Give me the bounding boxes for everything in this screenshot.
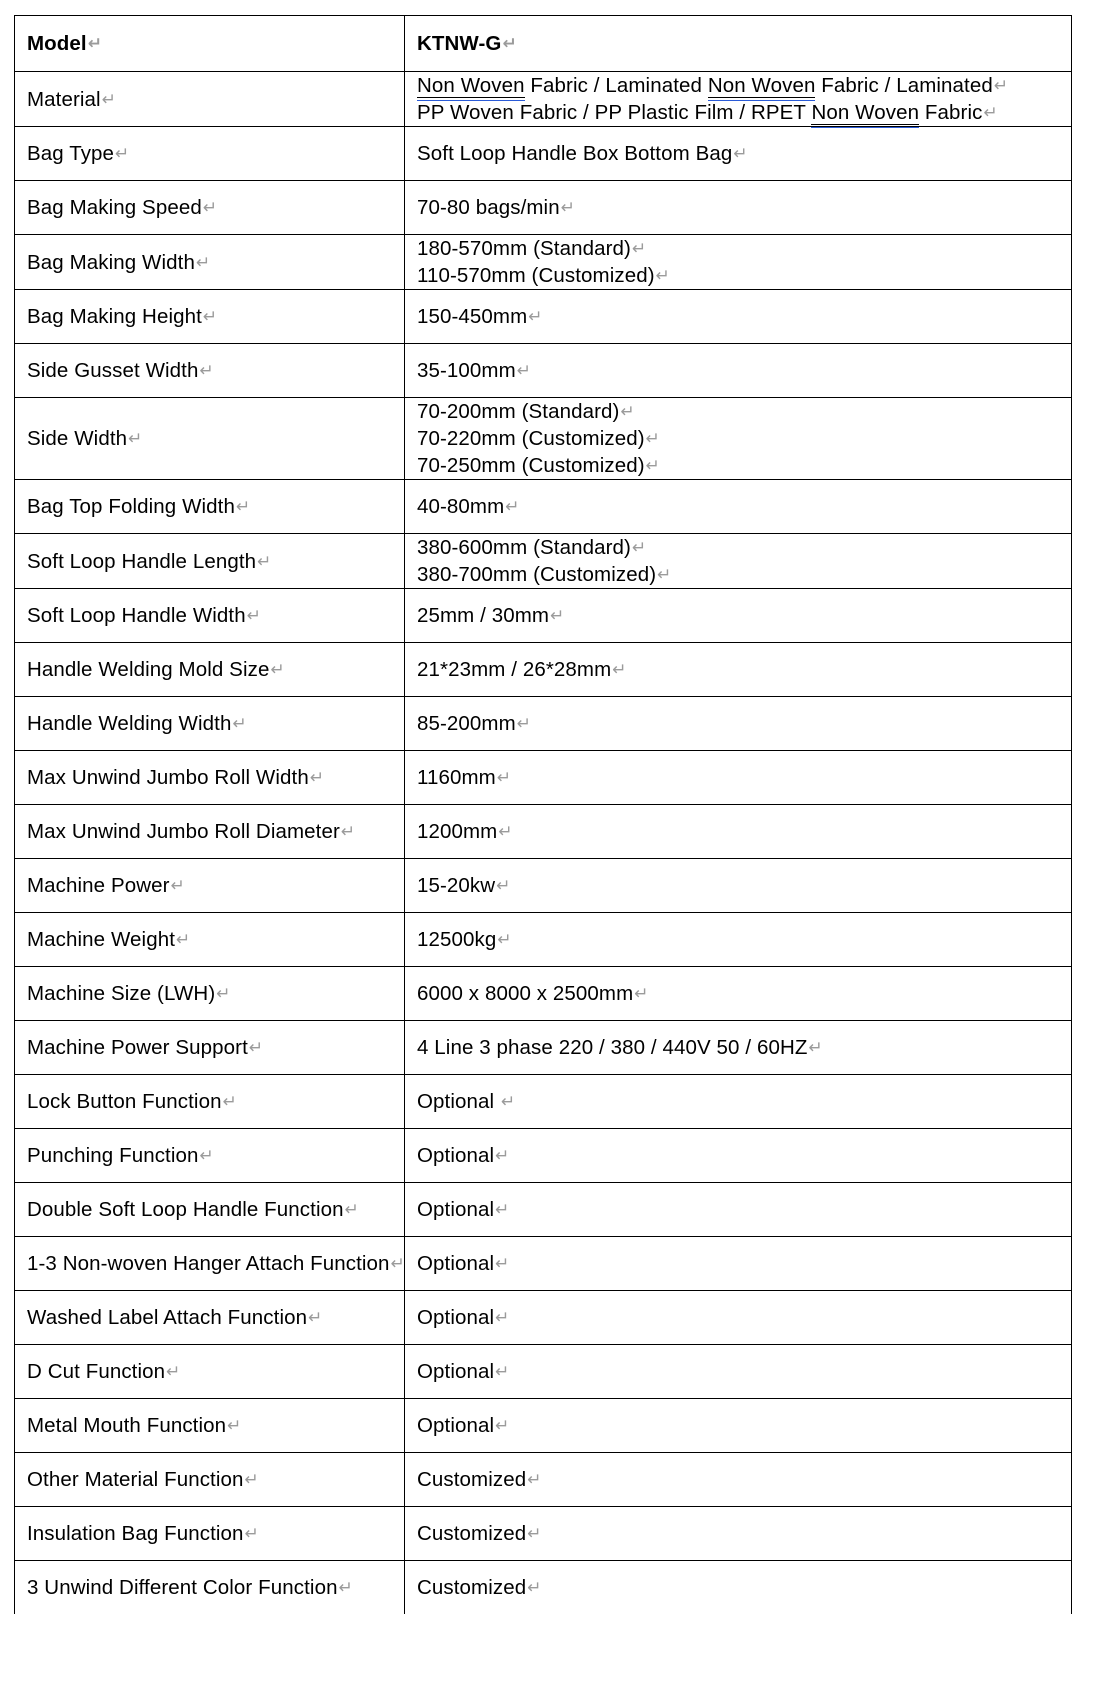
paragraph-return-mark: ↵ <box>505 497 520 517</box>
row-value-cell-text <box>417 72 1059 126</box>
text-line: 35-100mm↵ <box>417 359 532 382</box>
text-line: 25mm / 30mm↵ <box>417 604 565 627</box>
row-value-cell <box>405 1183 1072 1237</box>
row-label-cell-text <box>27 1142 392 1169</box>
text-line: Material↵ <box>27 87 117 111</box>
text-line: Max Unwind Jumbo Roll Diameter↵ <box>27 820 356 843</box>
row-label-cell <box>15 643 405 697</box>
row-label-cell <box>15 398 405 480</box>
table-row <box>15 1399 1072 1453</box>
text-line: Optional↵ <box>417 1198 510 1221</box>
paragraph-return-mark: ↵ <box>340 822 356 842</box>
text-line: Customized↵ <box>417 1468 542 1491</box>
paragraph-return-mark: ↵ <box>248 1038 264 1058</box>
table-row <box>15 1183 1072 1237</box>
paragraph-return-mark: ↵ <box>502 34 517 54</box>
row-value-cell <box>405 1237 1072 1291</box>
text-line: Customized↵ <box>417 1576 542 1599</box>
text-line: Machine Power Support↵ <box>27 1036 264 1059</box>
row-value-cell-text <box>417 1088 1059 1115</box>
row-value-cell <box>405 1453 1072 1507</box>
row-value-cell <box>405 643 1072 697</box>
paragraph-return-mark: ↵ <box>390 1254 405 1274</box>
paragraph-return-mark: ↵ <box>495 1416 510 1436</box>
table-row <box>15 967 1072 1021</box>
row-label-cell-text <box>27 1412 392 1439</box>
row-label-cell-text <box>27 1574 392 1601</box>
paragraph-return-mark: ↵ <box>516 714 532 734</box>
table-row <box>15 1453 1072 1507</box>
row-value-cell <box>405 1507 1072 1561</box>
text-line: PP Woven Fabric / PP Plastic Film / RPET Non Woven Fabric↵ <box>417 101 998 124</box>
row-label-cell <box>15 589 405 643</box>
row-label-cell <box>15 127 405 181</box>
table-row <box>15 398 1072 480</box>
row-label-cell <box>15 1399 405 1453</box>
row-value-cell <box>405 805 1072 859</box>
row-label-cell-text <box>27 303 392 330</box>
table-row <box>15 913 1072 967</box>
row-value-cell-text <box>417 194 1059 221</box>
row-value-cell <box>405 181 1072 235</box>
text-line: Punching Function↵ <box>27 1144 214 1167</box>
row-value-cell-text <box>417 1574 1059 1601</box>
row-value-cell-text <box>417 1520 1059 1547</box>
paragraph-return-mark: ↵ <box>128 429 143 449</box>
paragraph-return-mark: ↵ <box>202 307 218 327</box>
row-value-cell-text <box>417 710 1059 737</box>
table-body <box>15 16 1072 1615</box>
text-line: Lock Button Function↵ <box>27 1090 237 1113</box>
row-label-cell-text <box>27 548 392 575</box>
paragraph-return-mark: ↵ <box>620 402 635 422</box>
non-woven-link[interactable]: Non Woven <box>417 74 525 97</box>
text-line: Non Woven Fabric / Laminated Non Woven Fabric / Laminated↵ <box>417 74 1009 97</box>
row-value-cell-text <box>417 493 1059 520</box>
text-line: Machine Size (LWH)↵ <box>27 982 231 1005</box>
table-row <box>15 751 1072 805</box>
row-label-cell-text <box>27 1250 405 1277</box>
text-line: 380-600mm (Standard)↵ <box>417 536 647 559</box>
row-label-cell-text <box>27 86 392 113</box>
paragraph-return-mark: ↵ <box>612 660 627 680</box>
row-label-cell <box>15 1183 405 1237</box>
row-label-cell <box>15 1075 405 1129</box>
row-label-cell <box>15 1345 405 1399</box>
table-row <box>15 1507 1072 1561</box>
text-line: Soft Loop Handle Width↵ <box>27 604 262 627</box>
paragraph-return-mark: ↵ <box>246 606 262 626</box>
row-label-cell-text <box>27 710 392 737</box>
paragraph-return-mark: ↵ <box>527 1578 542 1598</box>
row-value-cell <box>405 72 1072 127</box>
text-line: Customized↵ <box>417 1522 542 1545</box>
text-line: Bag Making Width↵ <box>27 250 211 274</box>
row-label-cell-text <box>27 1466 392 1493</box>
row-label-cell <box>15 967 405 1021</box>
row-value-cell <box>405 1021 1072 1075</box>
header-value-cell-text <box>417 30 1059 57</box>
row-value-cell-text <box>417 1034 1059 1061</box>
row-label-cell-text <box>27 425 392 452</box>
row-value-cell <box>405 344 1072 398</box>
paragraph-return-mark: ↵ <box>344 1200 359 1220</box>
paragraph-return-mark: ↵ <box>560 198 576 218</box>
row-label-cell <box>15 1237 405 1291</box>
paragraph-return-mark: ↵ <box>222 1092 237 1112</box>
text-line: 180-570mm (Standard)↵ <box>417 237 647 260</box>
row-value-cell-text <box>417 1466 1059 1493</box>
paragraph-return-mark: ↵ <box>516 361 532 381</box>
paragraph-return-mark: ↵ <box>631 239 647 259</box>
table-row <box>15 127 1072 181</box>
row-label-cell-text <box>27 1034 392 1061</box>
paragraph-return-mark: ↵ <box>270 660 285 680</box>
text-line: 150-450mm↵ <box>417 305 543 328</box>
paragraph-return-mark: ↵ <box>199 1146 214 1166</box>
text-line: Other Material Function↵ <box>27 1468 259 1491</box>
paragraph-return-mark: ↵ <box>227 1416 242 1436</box>
text-line: 4 Line 3 phase 220 / 380 / 440V 50 / 60HZ↵ <box>417 1036 823 1059</box>
row-label-cell <box>15 534 405 589</box>
table-row <box>15 589 1072 643</box>
row-label-cell-text <box>27 493 392 520</box>
row-value-cell-text <box>417 1142 1059 1169</box>
row-label-cell <box>15 72 405 127</box>
row-label-cell-text <box>27 980 392 1007</box>
row-label-cell <box>15 1561 405 1615</box>
row-label-cell <box>15 1129 405 1183</box>
paragraph-return-mark: ↵ <box>550 606 565 626</box>
text-line: 70-80 bags/min↵ <box>417 196 576 219</box>
text-line: Optional↵ <box>417 1306 510 1329</box>
row-label-cell-text <box>27 764 392 791</box>
table-row <box>15 1237 1072 1291</box>
table-row <box>15 1345 1072 1399</box>
paragraph-return-mark: ↵ <box>170 876 185 896</box>
row-label-cell-text <box>27 140 392 167</box>
text-line: Bag Making Speed↵ <box>27 196 218 219</box>
row-label-cell <box>15 1021 405 1075</box>
paragraph-return-mark: ↵ <box>101 89 117 110</box>
row-value-cell <box>405 859 1072 913</box>
row-value-cell <box>405 1291 1072 1345</box>
text-line: D Cut Function↵ <box>27 1360 181 1383</box>
text-line: 40-80mm↵ <box>417 495 520 518</box>
row-value-cell-text <box>417 534 1059 588</box>
row-label-cell <box>15 235 405 290</box>
text-line: Handle Welding Mold Size↵ <box>27 658 285 681</box>
row-label-cell-text <box>27 194 392 221</box>
paragraph-return-mark: ↵ <box>244 1470 259 1490</box>
row-label-cell-text <box>27 357 392 384</box>
row-label-cell-text <box>27 602 392 629</box>
text-line: 70-220mm (Customized)↵ <box>417 427 661 450</box>
row-value-cell-text <box>417 1250 1059 1277</box>
paragraph-return-mark: ↵ <box>495 1254 510 1274</box>
paragraph-return-mark: ↵ <box>495 1308 510 1328</box>
text-line: Max Unwind Jumbo Roll Width↵ <box>27 766 325 789</box>
paragraph-return-mark: ↵ <box>495 1200 510 1220</box>
row-value-cell-text <box>417 1358 1059 1385</box>
table-row <box>15 1021 1072 1075</box>
text-line: 1160mm↵ <box>417 766 512 789</box>
text-line: 70-250mm (Customized)↵ <box>417 454 661 477</box>
row-value-cell-text <box>417 764 1059 791</box>
paragraph-return-mark: ↵ <box>983 103 998 123</box>
row-label-cell <box>15 913 405 967</box>
row-value-cell-text <box>417 1412 1059 1439</box>
text-line: Optional↵ <box>417 1144 510 1167</box>
row-label-cell <box>15 697 405 751</box>
text-line: 21*23mm / 26*28mm↵ <box>417 658 627 681</box>
row-value-cell-text <box>417 980 1059 1007</box>
table-row <box>15 290 1072 344</box>
paragraph-return-mark: ↵ <box>527 1524 542 1544</box>
text-line: Side Gusset Width↵ <box>27 359 214 382</box>
row-value-cell <box>405 751 1072 805</box>
row-label-cell-text <box>27 1196 392 1223</box>
paragraph-return-mark: ↵ <box>496 768 512 788</box>
paragraph-return-mark: ↵ <box>308 1308 323 1328</box>
text-line: 1-3 Non-woven Hanger Attach Function↵ <box>27 1252 405 1275</box>
text-line: Side Width↵ <box>27 427 143 450</box>
row-value-cell-text <box>417 818 1059 845</box>
row-label-cell <box>15 1453 405 1507</box>
table-row <box>15 643 1072 697</box>
specification-table <box>14 15 1072 1614</box>
paragraph-return-mark: ↵ <box>495 1362 510 1382</box>
row-label-cell-text <box>27 249 392 276</box>
paragraph-return-mark: ↵ <box>216 984 231 1004</box>
paragraph-return-mark: ↵ <box>176 930 191 950</box>
paragraph-return-mark: ↵ <box>115 144 130 164</box>
table-row <box>15 480 1072 534</box>
header-label-cell-text <box>27 30 392 57</box>
row-value-cell <box>405 290 1072 344</box>
table-row <box>15 534 1072 589</box>
row-label-cell-text <box>27 1088 392 1115</box>
row-label-cell <box>15 1291 405 1345</box>
row-label-cell-text <box>27 872 392 899</box>
paragraph-return-mark: ↵ <box>528 307 543 327</box>
row-value-cell <box>405 697 1072 751</box>
row-value-cell <box>405 589 1072 643</box>
row-value-cell-text <box>417 140 1059 167</box>
row-value-cell <box>405 1561 1072 1615</box>
row-value-cell-text <box>417 303 1059 330</box>
paragraph-return-mark: ↵ <box>497 930 512 950</box>
text-line: 15-20kw↵ <box>417 874 511 897</box>
text-line: Handle Welding Width↵ <box>27 712 247 735</box>
table-row <box>15 1561 1072 1615</box>
text-line: Insulation Bag Function↵ <box>27 1522 259 1545</box>
table-row <box>15 72 1072 127</box>
row-value-cell <box>405 1075 1072 1129</box>
row-label-cell-text <box>27 1520 392 1547</box>
row-value-cell-text <box>417 357 1059 384</box>
row-value-cell <box>405 534 1072 589</box>
row-label-cell <box>15 344 405 398</box>
row-value-cell-text <box>417 602 1059 629</box>
header-label-cell <box>15 16 405 72</box>
table-row <box>15 859 1072 913</box>
row-value-cell-text <box>417 235 1059 289</box>
table-row <box>15 1129 1072 1183</box>
text-line: Machine Weight↵ <box>27 928 191 951</box>
text-line: Soft Loop Handle Box Bottom Bag↵ <box>417 142 748 165</box>
row-value-cell <box>405 1399 1072 1453</box>
row-label-cell <box>15 480 405 534</box>
row-value-cell <box>405 480 1072 534</box>
paragraph-return-mark: ↵ <box>634 984 649 1004</box>
text-line: 70-200mm (Standard)↵ <box>417 400 635 423</box>
row-label-cell-text <box>27 656 392 683</box>
row-label-cell <box>15 751 405 805</box>
paragraph-return-mark: ↵ <box>87 34 103 54</box>
paragraph-return-mark: ↵ <box>498 822 513 842</box>
paragraph-return-mark: ↵ <box>631 538 647 558</box>
text-line: 3 Unwind Different Color Function↵ <box>27 1576 353 1599</box>
table-row <box>15 805 1072 859</box>
text-line: Bag Type↵ <box>27 142 130 165</box>
row-value-cell-text <box>417 1304 1059 1331</box>
table-header-row <box>15 16 1072 72</box>
paragraph-return-mark: ↵ <box>338 1578 353 1598</box>
header-value-cell <box>405 16 1072 72</box>
table-row <box>15 697 1072 751</box>
paragraph-return-mark: ↵ <box>495 1146 510 1166</box>
paragraph-return-mark: ↵ <box>733 144 748 164</box>
non-woven-link[interactable]: Non Woven <box>707 74 816 97</box>
row-value-cell-text <box>417 1196 1059 1223</box>
text-line: Bag Making Height↵ <box>27 305 218 328</box>
table-row <box>15 344 1072 398</box>
table-row <box>15 235 1072 290</box>
text-line: KTNW-G↵ <box>417 32 517 55</box>
text-line: Bag Top Folding Width↵ <box>27 495 251 518</box>
row-label-cell <box>15 805 405 859</box>
paragraph-return-mark: ↵ <box>645 429 661 449</box>
row-value-cell-text <box>417 872 1059 899</box>
row-label-cell-text <box>27 818 392 845</box>
row-value-cell <box>405 967 1072 1021</box>
row-value-cell <box>405 1129 1072 1183</box>
paragraph-return-mark: ↵ <box>500 1092 516 1112</box>
paragraph-return-mark: ↵ <box>232 714 247 734</box>
paragraph-return-mark: ↵ <box>202 198 218 218</box>
paragraph-return-mark: ↵ <box>235 497 251 517</box>
text-line: 12500kg↵ <box>417 928 512 951</box>
text-line: 110-570mm (Customized)↵ <box>417 264 671 287</box>
text-line: Optional↵ <box>417 1252 510 1275</box>
row-label-cell <box>15 181 405 235</box>
paragraph-return-mark: ↵ <box>496 876 511 896</box>
paragraph-return-mark: ↵ <box>645 456 661 476</box>
text-line: 1200mm↵ <box>417 820 513 843</box>
paragraph-return-mark: ↵ <box>199 361 214 381</box>
paragraph-return-mark: ↵ <box>527 1470 542 1490</box>
text-line: 6000 x 8000 x 2500mm↵ <box>417 982 649 1005</box>
table-row <box>15 181 1072 235</box>
row-value-cell <box>405 127 1072 181</box>
non-woven-link[interactable]: Non Woven <box>811 101 920 124</box>
row-value-cell-text <box>417 926 1059 953</box>
paragraph-return-mark: ↵ <box>195 252 211 273</box>
text-line: Machine Power↵ <box>27 874 185 897</box>
row-value-cell-text <box>417 398 1059 479</box>
text-line: Washed Label Attach Function↵ <box>27 1306 323 1329</box>
paragraph-return-mark: ↵ <box>657 565 672 585</box>
paragraph-return-mark: ↵ <box>808 1038 823 1058</box>
paragraph-return-mark: ↵ <box>257 551 272 572</box>
row-value-cell <box>405 1345 1072 1399</box>
paragraph-return-mark: ↵ <box>655 266 671 286</box>
text-line: Optional ↵ <box>417 1090 516 1113</box>
row-label-cell <box>15 1507 405 1561</box>
text-line: Optional↵ <box>417 1360 510 1383</box>
text-line: Metal Mouth Function↵ <box>27 1414 242 1437</box>
text-line: Double Soft Loop Handle Function↵ <box>27 1198 359 1221</box>
row-label-cell-text <box>27 1358 392 1385</box>
text-line: 380-700mm (Customized)↵ <box>417 563 672 586</box>
text-line: Soft Loop Handle Length↵ <box>27 549 272 573</box>
paragraph-return-mark: ↵ <box>993 76 1009 96</box>
text-line: Model↵ <box>27 32 103 55</box>
paragraph-return-mark: ↵ <box>309 768 325 788</box>
row-label-cell <box>15 290 405 344</box>
row-label-cell-text <box>27 1304 392 1331</box>
row-value-cell <box>405 235 1072 290</box>
table-row <box>15 1291 1072 1345</box>
row-label-cell <box>15 859 405 913</box>
table-row <box>15 1075 1072 1129</box>
paragraph-return-mark: ↵ <box>166 1362 181 1382</box>
row-label-cell-text <box>27 926 392 953</box>
text-line: 85-200mm↵ <box>417 712 532 735</box>
row-value-cell <box>405 913 1072 967</box>
paragraph-return-mark: ↵ <box>244 1524 259 1544</box>
row-value-cell <box>405 398 1072 480</box>
row-value-cell-text <box>417 656 1059 683</box>
text-line: Optional↵ <box>417 1414 510 1437</box>
